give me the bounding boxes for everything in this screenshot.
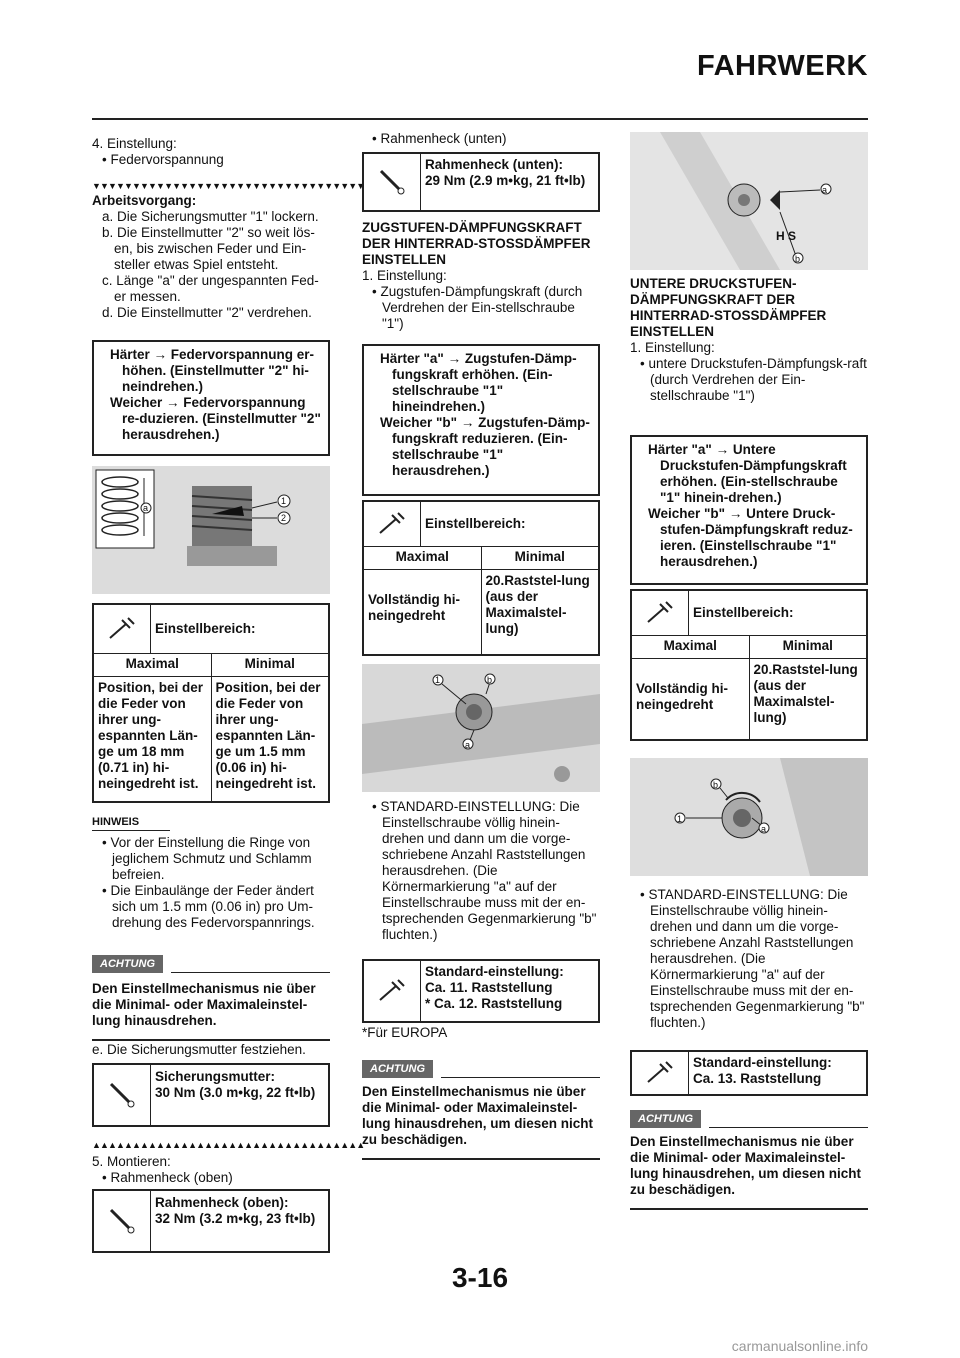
locknut-torque-box — [92, 1063, 330, 1127]
rebound-heading: ZUGSTUFEN-DÄMPFUNGSKRAFT DER HINTERRAD-STOSSDÄMPFER EINSTELLEN — [362, 220, 591, 267]
step5-bullet: • Rahmenheck (oben) — [102, 1170, 233, 1185]
step4-block — [92, 136, 330, 168]
photo-label-1: 1 — [435, 675, 441, 685]
wrench-icon — [94, 605, 151, 653]
range-title: Einstellbereich: — [693, 605, 794, 620]
photo-label-2: 2 — [281, 513, 287, 523]
min-value: Position, bei der die Feder von ihrer ung-espannten Län-ge um 1.5 mm (0.06 in) hi-neingedreht ist. — [211, 677, 329, 801]
rebound-harder-box — [362, 344, 600, 496]
step4-label: 4. Einstellung: — [92, 136, 177, 151]
max-value: Vollständig hi-neingedreht — [636, 681, 728, 712]
photo-label-b: b — [487, 675, 493, 685]
note-1: • Vor der Einstellung die Ringe von jeglichem Schmutz und Schlamm befreien. — [102, 835, 312, 882]
harder-text: Härter "a" → Untere Druckstufen-Dämpfungskraft erhöhen. (Ein-stellschraube "1" hinein-drehen.) — [648, 442, 847, 505]
harder-text: Härter "a" → Zugstufen-Dämp-fungskraft erhöhen. (Ein-stellschraube "1" hineindrehen.) — [380, 351, 577, 414]
wrench-icon — [632, 591, 689, 635]
note-2: • Die Einbaulänge der Feder ändert sich um 1.5 mm (0.06 in) pro Um-drehung des Federvorspannrings. — [102, 883, 315, 930]
compression-step1-bullet: • untere Druckstufen-Dämpfungsk-raft (durch Verdrehen der Ein-stellschraube "1") — [640, 356, 867, 403]
procedure-step-c: c. Länge "a" der ungespannten Fed-er messen. — [102, 273, 319, 304]
range-table-3 — [630, 589, 868, 741]
achtung-badge: ACHTUNG — [630, 1110, 701, 1128]
compression-photo — [630, 132, 868, 270]
caution-text: Den Einstellmechanismus nie über die Minimal- oder Maximaleinstel-lung hinausdrehen, um diesen nicht zu beschädigen. — [362, 1084, 594, 1147]
procedure-step-b: b. Die Einstellmutter "2" so weit lös-en, bis zwischen Feder und Ein-steller etwas Spiel entsteht. — [102, 225, 315, 272]
caution-end-rule — [362, 1158, 600, 1160]
caution-text: Den Einstellmechanismus nie über die Minimal- oder Maximaleinstel-lung hinausdrehen, um diesen nicht zu beschädigen. — [630, 1134, 862, 1197]
step5-block — [92, 1154, 330, 1186]
upper-torque-box — [92, 1189, 330, 1253]
compression-photo-2 — [630, 758, 868, 876]
range-title: Einstellbereich: — [155, 621, 256, 636]
rebound-photo — [362, 664, 600, 792]
standard-text: • STANDARD-EINSTELLUNG: Die Einstellschraube völlig hinein-drehen und dann um die vorge-schriebene Anzahl Raststellungen herausdrehen. (Die Körnermarkierung "a" auf der Einstellschraube muss mit der en-tsprechenden Gegenmarkierung "b" fluchten.) — [640, 887, 865, 1030]
compression-section — [630, 276, 868, 404]
achtung-badge: ACHTUNG — [362, 1060, 433, 1078]
photo-label-a: a — [143, 503, 149, 513]
range-table-1 — [92, 603, 330, 803]
wrench-icon — [632, 1052, 689, 1094]
rebound-step1-bullet: • Zugstufen-Dämpfungskraft (durch Verdrehen der Ein-stellschraube "1") — [372, 284, 583, 331]
col-min-header: Minimal — [749, 636, 867, 658]
achtung-badge: ACHTUNG — [92, 955, 163, 973]
hinweis-label: HINWEIS — [92, 814, 170, 831]
col-max-header: Maximal — [395, 549, 449, 564]
watermark: carmanualsonline.info — [731, 1338, 868, 1354]
standard-box-text: Standard-einstellung: Ca. 13. Raststellung — [693, 1055, 832, 1086]
lower-torque-text: Rahmenheck (unten): 29 Nm (2.9 m•kg, 21 ft•lb) — [425, 157, 586, 188]
torque-wrench-icon — [94, 1065, 151, 1125]
caution-end-rule — [92, 1039, 330, 1041]
range-title: Einstellbereich: — [425, 516, 526, 531]
procedure-block — [92, 193, 330, 321]
col-min-header: Minimal — [211, 654, 329, 676]
hs-mark: H S — [776, 229, 797, 243]
softer-text: Weicher → Federvorspannung re-duzieren. (Einstellmutter "2" herausdrehen.) — [110, 395, 321, 442]
compression-harder-box — [630, 435, 868, 585]
achtung-rule — [171, 972, 330, 974]
harder-text: Härter → Federvorspannung er-höhen. (Einstellmutter "2" hi-neindrehen.) — [110, 347, 315, 394]
footnote: *Für EUROPA — [362, 1025, 448, 1040]
compression-step1: 1. Einstellung: — [630, 340, 715, 355]
photo-label-1: 1 — [281, 496, 287, 506]
torque-wrench-icon — [364, 154, 421, 210]
photo-label-a: a — [465, 740, 471, 750]
header-rule — [92, 118, 868, 120]
caution-end-rule — [630, 1208, 868, 1210]
lower-torque-box — [362, 152, 600, 212]
photo-label-a: a — [761, 824, 767, 834]
compression-standard-text — [630, 887, 868, 1031]
caution-block-3 — [630, 1110, 868, 1210]
procedure-step-d: d. Die Einstellmutter "2" verdrehen. — [102, 305, 312, 320]
achtung-rule — [441, 1077, 600, 1079]
page-title: FAHRWERK — [696, 50, 868, 82]
range-table-2 — [362, 500, 600, 656]
locknut-torque-text: Sicherungsmutter: 30 Nm (3.0 m•kg, 22 ft•lb) — [155, 1069, 316, 1100]
col-max-header: Maximal — [125, 656, 179, 671]
compression-heading: UNTERE DRUCKSTUFEN-DÄMPFUNGSKRAFT DER HINTERRAD-STOSSDÄMPFER EINSTELLEN — [630, 276, 827, 339]
step5-label: 5. Montieren: — [92, 1154, 171, 1169]
caution-block-2 — [362, 1060, 600, 1160]
triangle-divider-down: ▼▼▼▼▼▼▼▼▼▼▼▼▼▼▼▼▼▼▼▼▼▼▼▼▼▼▼▼▼▼▼▼▼▼ — [92, 181, 365, 191]
col-max-header: Maximal — [663, 638, 717, 653]
col-min-header: Minimal — [481, 547, 599, 569]
caution-text: Den Einstellmechanismus nie über die Minimal- oder Maximaleinstel-lung hinausdrehen. — [92, 981, 316, 1028]
min-value: 20.Raststel-lung (aus der Maximalstel-lung) — [481, 570, 599, 654]
max-value: Vollständig hi-neingedreht — [368, 592, 460, 623]
compression-standard-box — [630, 1050, 868, 1096]
photo-label-a: a — [822, 185, 828, 195]
standard-text: • STANDARD-EINSTELLUNG: Die Einstellschraube völlig hinein-drehen und dann um die vorge-schriebene Anzahl Raststellungen herausdrehen. (Die Körnermarkierung "a" auf der Einstellschraube muss mit der en-tsprechenden Gegenmarkierung "b" fluchten.) — [372, 799, 597, 942]
wrench-icon — [364, 502, 421, 546]
spring-preload-box — [92, 340, 330, 456]
photo-label-1: 1 — [677, 814, 683, 824]
achtung-rule — [709, 1127, 868, 1129]
procedure-step-a: a. Die Sicherungsmutter "1" lockern. — [102, 209, 319, 224]
step-e: e. Die Sicherungsmutter festziehen. — [92, 1042, 306, 1057]
max-value: Position, bei der die Feder von ihrer ung-espannten Län-ge um 18 mm (0.71 in) hi-neingedreht ist. — [98, 680, 204, 791]
photo-label-b: b — [713, 780, 719, 790]
softer-text: Weicher "b" → Zugstufen-Dämp-fungskraft reduzieren. (Ein-stellschraube "1" herausdrehen.) — [380, 415, 590, 478]
rebound-standard-box — [362, 959, 600, 1023]
lower-bullet — [362, 131, 600, 147]
spring-photo — [92, 466, 330, 594]
softer-text: Weicher "b" → Untere Druck-stufen-Dämpfungskraft reduz-ieren. (Einstellschraube "1" herausdrehen.) — [648, 506, 853, 569]
triangle-divider-up: ▲▲▲▲▲▲▲▲▲▲▲▲▲▲▲▲▲▲▲▲▲▲▲▲▲▲▲▲▲▲▲▲▲▲ — [92, 1140, 365, 1150]
standard-box-text: Standard-einstellung: Ca. 11. Raststellung * Ca. 12. Raststellung — [425, 964, 564, 1011]
note-block — [92, 814, 330, 931]
rebound-section — [362, 220, 600, 332]
wrench-icon — [364, 961, 421, 1021]
caution-block-1 — [92, 955, 330, 1041]
photo-label-b: b — [795, 254, 801, 264]
min-value: 20.Raststel-lung (aus der Maximalstel-lung) — [749, 659, 867, 739]
rebound-step1: 1. Einstellung: — [362, 268, 447, 283]
page-number: 3-16 — [451, 1262, 509, 1293]
rebound-standard-text — [362, 799, 600, 943]
procedure-title: Arbeitsvorgang: — [92, 193, 197, 208]
step4-bullet: • Federvorspannung — [102, 152, 224, 167]
torque-wrench-icon — [94, 1191, 151, 1251]
lower-bullet-text: • Rahmenheck (unten) — [372, 131, 507, 146]
upper-torque-text: Rahmenheck (oben): 32 Nm (3.2 m•kg, 23 ft•lb) — [155, 1195, 316, 1226]
